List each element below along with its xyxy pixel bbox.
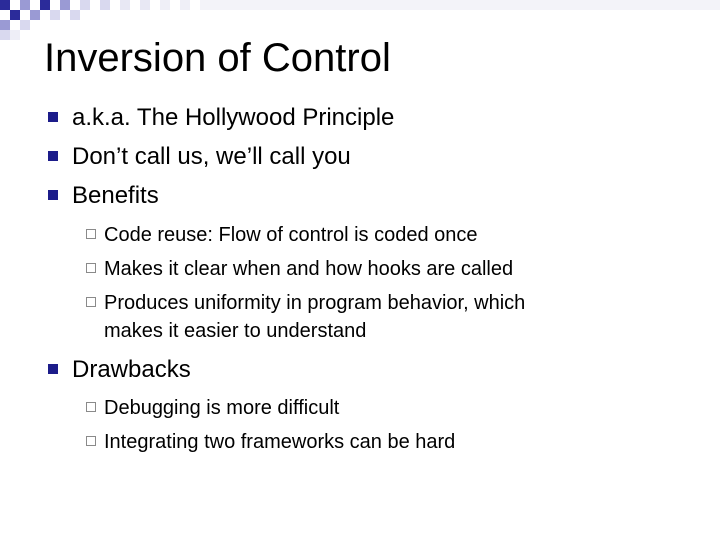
bullet-text: Drawbacks: [72, 356, 191, 383]
sub-bullet-text: Integrating two frameworks can be hard: [104, 431, 456, 453]
sub-bullet-text: Code reuse: Flow of control is coded once: [104, 224, 478, 246]
sub-bullet-continuation-text: makes it easier to understand: [104, 320, 367, 342]
square-bullet-icon: [48, 112, 58, 122]
bullet-text: Don’t call us, we’ll call you: [72, 143, 351, 170]
square-bullet-icon: [48, 151, 58, 161]
square-bullet-icon: [48, 190, 58, 200]
sub-bullet-text: Makes it clear when and how hooks are called: [104, 258, 514, 280]
sub-bullet-text: Debugging is more difficult: [104, 397, 340, 419]
hollow-square-bullet-icon: [86, 229, 96, 239]
hollow-square-bullet-icon: [86, 297, 96, 307]
square-bullet-icon: [48, 364, 58, 374]
hollow-square-bullet-icon: [86, 436, 96, 446]
hollow-square-bullet-icon: [86, 402, 96, 412]
bullet-text: a.k.a. The Hollywood Principle: [72, 104, 395, 131]
sub-bullet-text: Produces uniformity in program behavior, which: [104, 292, 526, 314]
hollow-square-bullet-icon: [86, 263, 96, 273]
bullet-text: Benefits: [72, 182, 159, 209]
slide-title: Inversion of Control: [44, 36, 391, 80]
